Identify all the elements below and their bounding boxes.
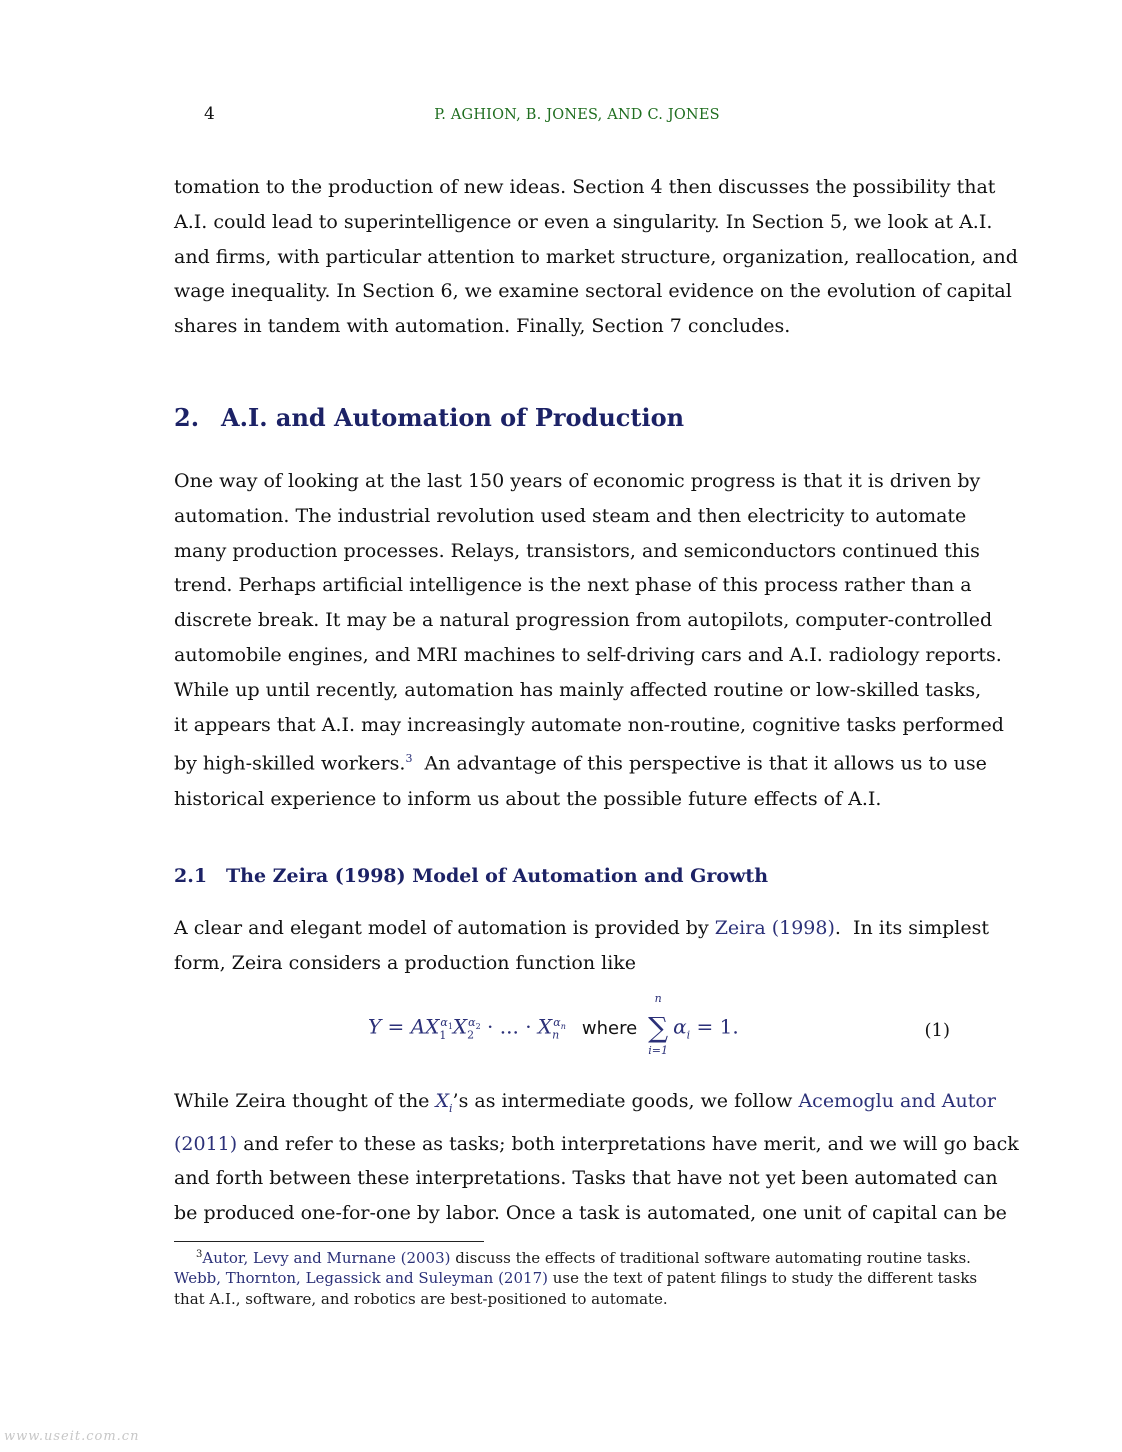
text-line: tomation to the production of new ideas. Section 4 then discusses the possibility that: [174, 176, 996, 198]
text-line: [174, 1127, 1019, 1162]
eq-subscript: 1: [447, 1022, 453, 1032]
text-line: many production processes. Relays, transistors, and semiconductors continued this: [174, 539, 980, 562]
citation-link-autor-levy-murnane[interactable]: Autor, Levy and Murnane (2003): [202, 1249, 451, 1267]
text-line: automation. The industrial revolution used steam and then electricity to automate: [174, 504, 967, 527]
section-paragraph: [174, 464, 1004, 816]
section-heading: [174, 400, 684, 436]
text-line: trend. Perhaps artificial intelligence is the next phase of this process rather than a: [174, 574, 972, 597]
text-line: [174, 742, 987, 781]
subsection-heading: [174, 862, 768, 890]
eq-symbol: X: [452, 1014, 468, 1039]
footnote-line: that A.I., software, and robotics are best-positioned to automate.: [174, 1289, 668, 1308]
summation: [643, 992, 673, 1057]
subsection-title: The Zeira (1998) Model of Automation and Growth: [226, 865, 769, 887]
watermark: www.useit.com.cn: [4, 1429, 140, 1444]
text-line: wage inequality. In Section 6, we examine sectoral evidence on the evolution of capital: [174, 280, 1012, 303]
text-line: historical experience to inform us about the possible future effects of A.I.: [174, 787, 882, 810]
text-line: [174, 1084, 996, 1127]
text-segment: ’s as intermediate goods, we follow: [452, 1090, 799, 1112]
eq-symbol: = 1.: [690, 1014, 739, 1039]
text-line: shares in tandem with automation. Finally, Section 7 concludes.: [174, 315, 791, 338]
eq-subscript: 2: [467, 1028, 475, 1042]
text-line: it appears that A.I. may increasingly automate non-routine, cognitive tasks performed: [174, 713, 1004, 736]
eq-subscript: 2: [475, 1022, 481, 1032]
math-variable: X: [435, 1090, 449, 1112]
sum-upper-limit: n: [654, 992, 662, 1005]
eq-where-word: where: [581, 1017, 638, 1039]
zeira-paragraph: [174, 911, 989, 981]
eq-symbol: X: [537, 1014, 553, 1039]
footnote-line: [174, 1268, 978, 1288]
eq-superscript: α: [440, 1015, 448, 1029]
footnote-rule: [174, 1241, 484, 1242]
text-line: discrete break. It may be a natural progression from autopilots, computer-controlled: [174, 609, 993, 632]
eq-subscript: n: [560, 1022, 566, 1032]
text-line: and firms, with particular attention to market structure, organization, reallocation, and: [174, 245, 1018, 268]
eq-symbol: =: [381, 1014, 411, 1039]
text-line: be produced one-for-one by labor. Once a task is automated, one unit of capital can be: [174, 1202, 1007, 1225]
math-subscript: i: [449, 1101, 453, 1115]
eq-superscript: α: [553, 1015, 561, 1029]
equation-body: [368, 992, 739, 1057]
section-number: 2.: [174, 403, 200, 432]
text-line: form, Zeira considers a production function like: [174, 951, 637, 974]
citation-link-zeira[interactable]: Zeira (1998): [714, 917, 835, 939]
equation-number: (1): [924, 1020, 950, 1041]
text-segment: A clear and elegant model of automation is provided by: [174, 917, 715, 939]
text-line: and forth between these interpretations. Tasks that have not yet been automated can: [174, 1167, 998, 1190]
citation-link-acemoglu-autor-year[interactable]: (2011): [174, 1132, 238, 1155]
eq-symbol: A: [410, 1014, 426, 1039]
equation-1: [174, 992, 950, 1066]
text-segment: An advantage of this perspective is that it allows us to use: [412, 752, 987, 775]
citation-link-acemoglu-autor[interactable]: Acemoglu and Autor: [798, 1090, 996, 1112]
after-equation-paragraph: [174, 1084, 1019, 1231]
citation-link-webb-et-al[interactable]: Webb, Thornton, Legassick and Suleyman (2017): [174, 1269, 548, 1288]
text-line: A.I. could lead to superintelligence or even a singularity. In Section 5, we look at A.I.: [174, 210, 993, 233]
eq-symbol: α: [673, 1014, 687, 1039]
eq-subscript: n: [552, 1028, 560, 1042]
eq-subscript: 1: [439, 1028, 447, 1042]
sigma-symbol: ∑: [648, 1011, 669, 1044]
page-number: 4: [204, 104, 215, 124]
eq-symbol: · ... ·: [480, 1014, 538, 1039]
eq-subscript: i: [686, 1028, 691, 1042]
text-line: [174, 911, 989, 946]
text-segment: use the text of patent filings to study the different tasks: [547, 1269, 978, 1288]
running-head: P. AGHION, B. JONES, AND C. JONES: [434, 107, 720, 123]
eq-symbol: Y: [368, 1014, 382, 1039]
section-title: A.I. and Automation of Production: [221, 403, 685, 432]
footnote-reference-link[interactable]: 3: [405, 752, 413, 766]
footnote-mark: 3: [196, 1249, 203, 1260]
text-line: While up until recently, automation has mainly affected routine or low-skilled tasks,: [174, 678, 982, 701]
eq-superscript: α: [468, 1015, 476, 1029]
text-segment: . In its simplest: [834, 917, 989, 939]
subsection-number: 2.1: [174, 865, 208, 887]
sum-lower-limit: i=1: [648, 1044, 669, 1057]
footnote-line: [174, 1245, 971, 1268]
text-segment: and refer to these as tasks; both interpretations have merit, and we will go back: [237, 1132, 1019, 1155]
intro-paragraph: [174, 170, 1018, 344]
eq-symbol: X: [425, 1014, 440, 1039]
footnote-3: [174, 1245, 978, 1309]
text-segment: discuss the effects of traditional software automating routine tasks.: [450, 1249, 971, 1267]
text-line: automobile engines, and MRI machines to self-driving cars and A.I. radiology reports.: [174, 643, 1002, 666]
text-segment: by high-skilled workers.: [174, 752, 406, 775]
text-segment: While Zeira thought of the: [174, 1090, 436, 1112]
text-line: One way of looking at the last 150 years of economic progress is that it is driven by: [174, 470, 981, 492]
